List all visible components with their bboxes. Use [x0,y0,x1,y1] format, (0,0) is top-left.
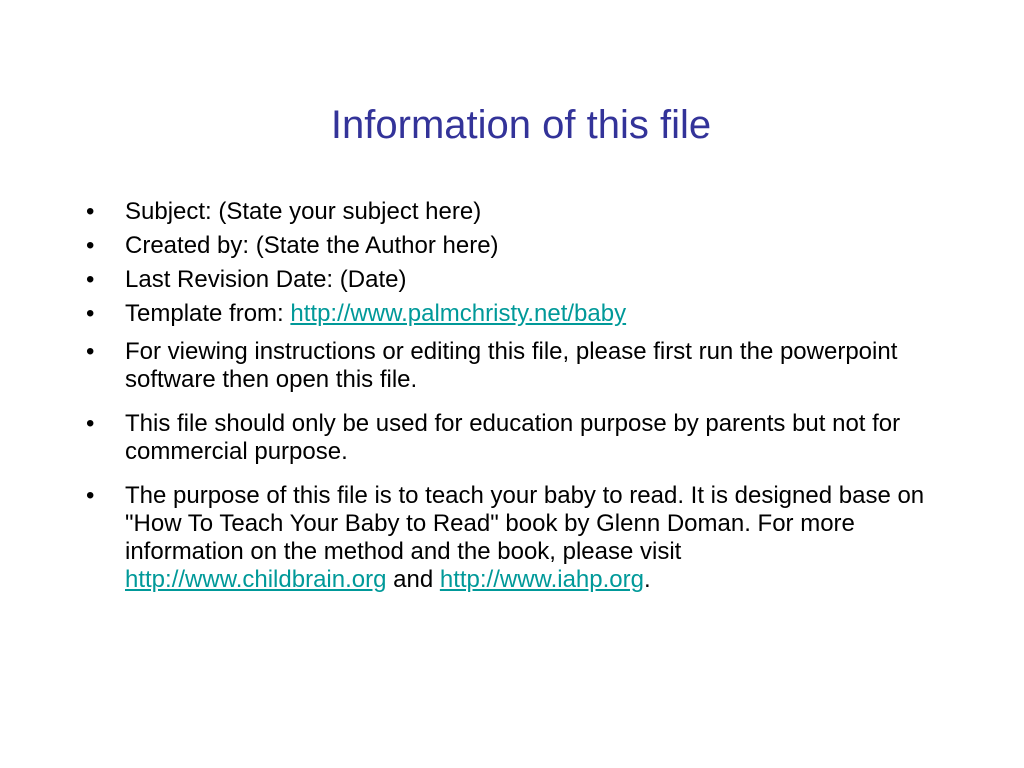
bullet-revision-date [84,266,944,294]
bullet-text: This file should only be used for education purpose by parents but not for commercial purpose. [125,410,901,465]
childbrain-link[interactable]: http://www.childbrain.org [125,566,387,593]
bullet-dot: • [86,338,95,365]
bullet-text: Template from: [125,300,291,327]
bullet-dot: • [86,300,95,327]
template-link[interactable]: http://www.palmchristy.net/baby [290,300,627,327]
bullet-text: Created by: (State the Author here) [125,232,499,259]
bullet-text: Last Revision Date: (Date) [125,266,407,293]
bullet-subject [84,198,944,226]
iahp-link[interactable]: http://www.iahp.org [439,566,644,593]
bullet-text: The purpose of this file is to teach your baby to read. It is designed base on "How To Teach Your Baby to Read" book by Glenn Doman. For more information on the method and the book, please visit [125,482,925,565]
bullet-dot: • [86,266,95,293]
bullet-viewing-instructions [84,338,944,394]
bullet-text-connector: and [386,566,440,593]
bullet-dot: • [86,482,95,509]
bullet-text-end: . [643,566,651,593]
bullet-dot: • [86,410,95,437]
bullet-text: For viewing instructions or editing this file, please first run the powerpoint software then open this file. [125,338,898,393]
bullet-created-by [84,232,944,260]
bullet-dot: • [86,232,95,259]
bullet-list [84,198,944,594]
bullet-purpose [84,482,944,594]
slide-title: Information of this file [330,103,712,147]
bullet-dot: • [86,198,95,225]
bullet-template-from [84,300,944,328]
bullet-text: Subject: (State your subject here) [125,198,482,225]
bullet-usage-restriction [84,410,944,466]
